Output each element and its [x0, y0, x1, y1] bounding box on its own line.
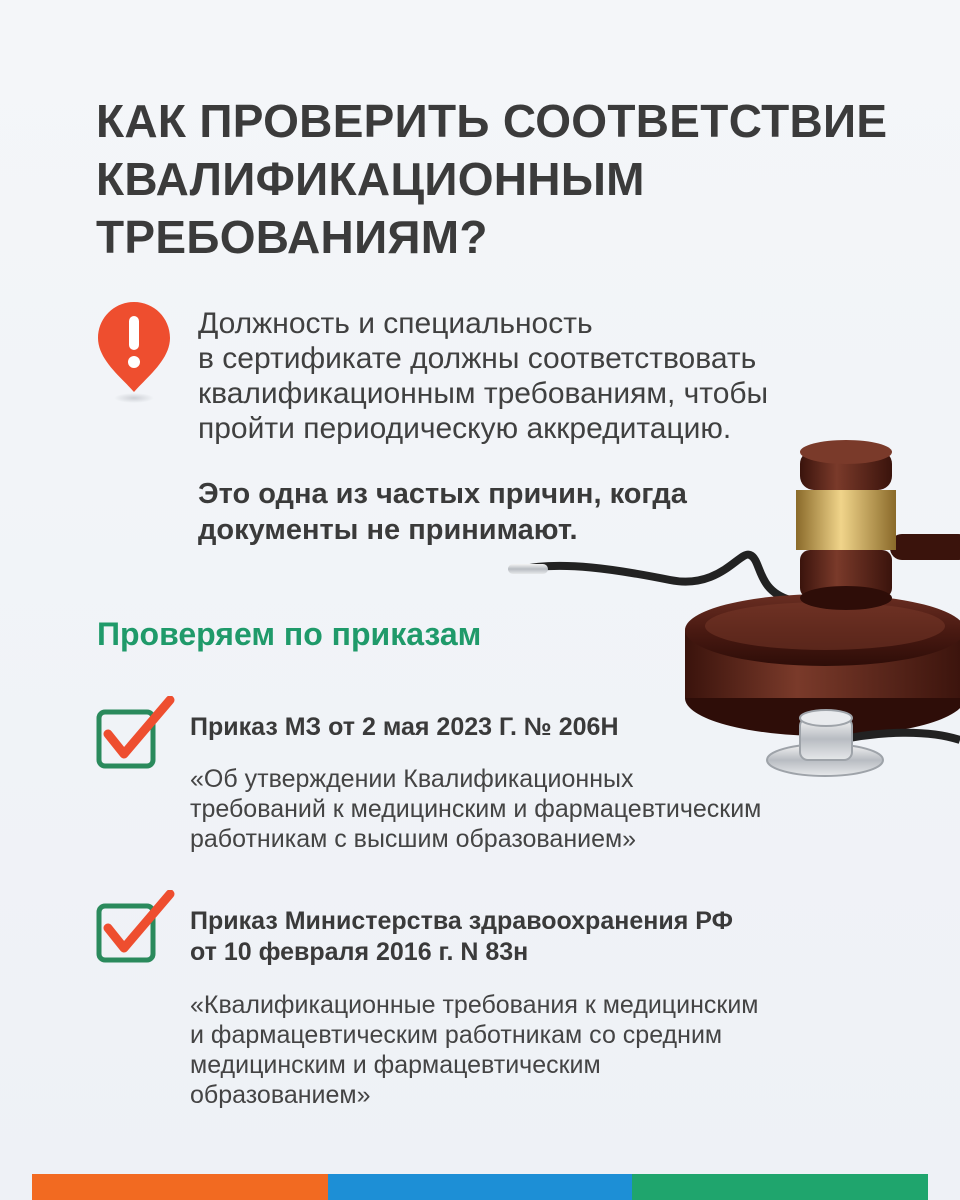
order-desc-line: «Об утверждении Квалификационных: [190, 765, 634, 793]
warning-line: документы не принимают.: [198, 514, 578, 546]
order-desc-line: «Квалификационные требования к медицинским: [190, 991, 759, 1019]
bottom-color-bar: [32, 1174, 928, 1200]
order-title-line: Приказ МЗ от 2 мая 2023 Г. № 206Н: [190, 713, 619, 741]
exclamation-pin-icon: [94, 298, 174, 404]
alert-line: в сертификате должны соответствовать: [198, 342, 757, 375]
order-desc-line: и фармацевтическим работникам со средним: [190, 1021, 723, 1049]
order-description: [190, 990, 910, 1110]
order-desc-line: образованием»: [190, 1081, 371, 1109]
alert-line: пройти периодическую аккредитацию.: [198, 412, 732, 445]
checkmark-box-icon: [96, 890, 176, 968]
bar-segment-orange: [32, 1174, 328, 1200]
alert-line: Должность и специальность: [198, 307, 593, 340]
order-title: [190, 906, 890, 968]
alert-text: [198, 306, 898, 446]
order-title-line: Приказ Министерства здравоохранения РФ: [190, 907, 733, 935]
gavel-stethoscope-icon: [500, 430, 960, 800]
order-title: [190, 712, 890, 743]
warning-line: Это одна из частых причин, когда: [198, 478, 687, 510]
section-heading: Проверяем по приказам: [97, 616, 482, 652]
title-line: ТРЕБОВАНИЯМ?: [96, 211, 488, 263]
alert-line: квалификационным требованиям, чтобы: [198, 377, 769, 410]
title-line: КАК ПРОВЕРИТЬ СООТВЕТСТВИЕ: [96, 95, 888, 147]
order-desc-line: требований к медицинским и фармацевтическим: [190, 795, 762, 823]
order-desc-line: работникам с высшим образованием»: [190, 825, 637, 853]
bar-segment-green: [632, 1174, 928, 1200]
checkmark-box-icon: [96, 696, 176, 774]
order-description: [190, 764, 910, 854]
title-line: КВАЛИФИКАЦИОННЫМ: [96, 153, 645, 205]
bar-segment-blue: [328, 1174, 633, 1200]
order-title-line: от 10 февраля 2016 г. N 83н: [190, 938, 529, 966]
page-title: [96, 92, 916, 266]
order-desc-line: медицинским и фармацевтическим: [190, 1051, 601, 1079]
